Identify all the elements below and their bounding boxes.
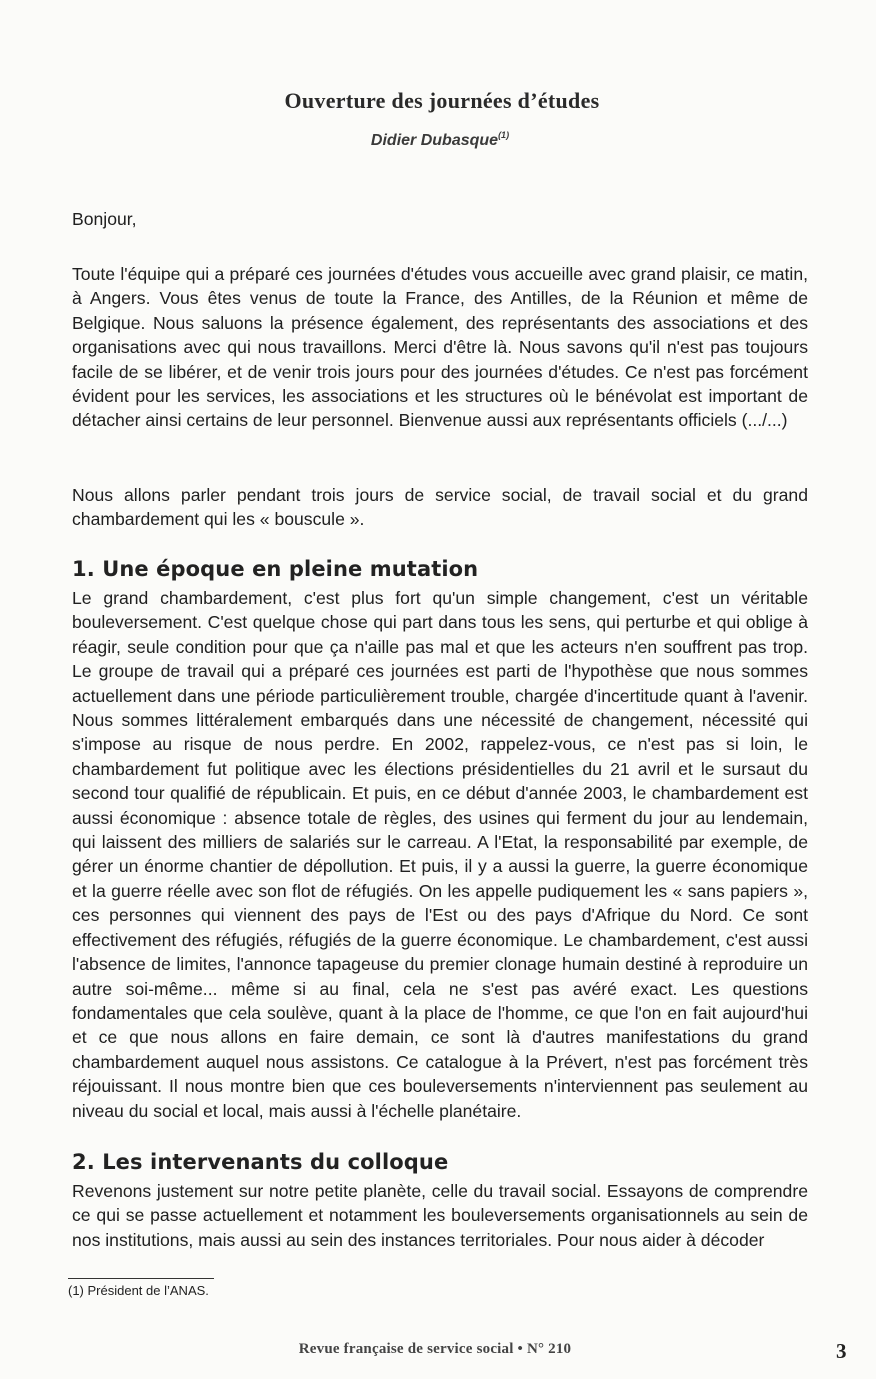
page-number: 3	[836, 1339, 847, 1363]
footnote-divider	[68, 1278, 214, 1279]
section-2-heading: 2. Les intervenants du colloque	[72, 1150, 449, 1174]
greeting-text: Bonjour,	[72, 209, 137, 229]
section-2-text: Revenons justement sur notre petite planète, celle du travail social. Essayons de comprendre ce qui se passe actuellement et notamment les bouleversements organisationnels au sein de nos institutions, mais aussi au sein des instances territoriales. Pour nous aider à décoder	[72, 1181, 808, 1250]
section-2-body	[72, 1179, 808, 1252]
author-footnote-ref[interactable]: (1)	[498, 130, 510, 140]
author-name: Didier Dubasque	[370, 132, 499, 149]
greeting	[72, 207, 808, 231]
footnote: (1) Président de l’ANAS.	[68, 1283, 209, 1298]
journal-footer: Revue française de service social • N° 210	[298, 1341, 572, 1357]
intro-paragraph-1-text: Toute l'équipe qui a préparé ces journées d'études vous accueille avec grand plaisir, ce matin, à Angers. Vous êtes venus de toute la France, des Antilles, de la Réunion et même de Belgique. Nous saluons la présence également, des représentants des associations et des organisations avec qui nous travaillons. Merci d'être là. Nous savons qu'il n'est pas toujours facile de se libérer, et de venir trois jours pour des journées d'études. Ce n'est pas forcément évident pour les services, les associations et les structures où le bénévolat est important de détacher ainsi certains de leur personnel. Bienvenue aussi aux représentants officiels (.../...)	[72, 264, 808, 431]
section-1-heading: 1. Une époque en pleine mutation	[72, 557, 479, 581]
intro-paragraph-1	[72, 262, 808, 433]
intro-paragraph-2-text: Nous allons parler pendant trois jours de service social, de travail social et du grand chambardement qui les « bouscule ».	[72, 485, 808, 530]
author-line	[0, 132, 876, 150]
intro-paragraph-2	[72, 483, 808, 532]
article-title: Ouverture des journées d’études	[284, 88, 600, 113]
section-1-body	[72, 586, 808, 1123]
section-1-text: Le grand chambardement, c'est plus fort qu'un simple changement, c'est un véritable bouleversement. C'est quelque chose qui part dans tous les sens, qui perturbe et qui oblige à réagir, seule condition pour que ça n'aille pas mal et que les acteurs n'en souffrent pas trop. Le groupe de travail qui a préparé ces journées est parti de l'hypothèse que nous sommes actuellement dans une période particulièrement trouble, chargée d'incertitude quant à l'avenir. Nous sommes littéralement embarqués dans une nécessité de changement, nécessité qui s'impose au risque de nous perdre. En 2002, rappelez-vous, ce n'est pas si loin, le chambardement fut politique avec les élections présidentielles du 21 avril et le sursaut du second tour qualifié de républicain. Et puis, en ce début d'année 2003, le chambardement est aussi économique : absence totale de règles, des usines qui ferment du jour au lendemain, qui laissent des milliers de salariés sur le carreau. A l'Etat, la responsabilité par exemple, de gérer un énorme chantier de dépollution. Et puis, il y a aussi la guerre, la guerre économique et la guerre réelle avec son flot de réfugiés. On les appelle pudiquement les « sans papiers », ces personnes qui viennent des pays de l'Est ou des pays d'Afrique du Nord. Ce sont effectivement des réfugiés, réfugiés de la guerre économique. Le chambardement, c'est aussi l'absence de limites, l'annonce tapageuse du premier clonage humain destiné à reproduire un autre soi-même... même si au final, cela ne s'est pas avéré exact. Les questions fondamentales que cela soulève, quant à la place de l'homme, ce que l'on en fait aujourd'hui et ce que nous allons en faire demain, ce sont là d'autres manifestations du grand chambardement auquel nous assistons. Ce catalogue à la Prévert, n'est pas forcément très réjouissant. Il nous montre bien que ces bouleversements n'interviennent pas seulement au niveau du social et local, mais aussi à l'échelle planétaire.	[72, 588, 808, 1121]
